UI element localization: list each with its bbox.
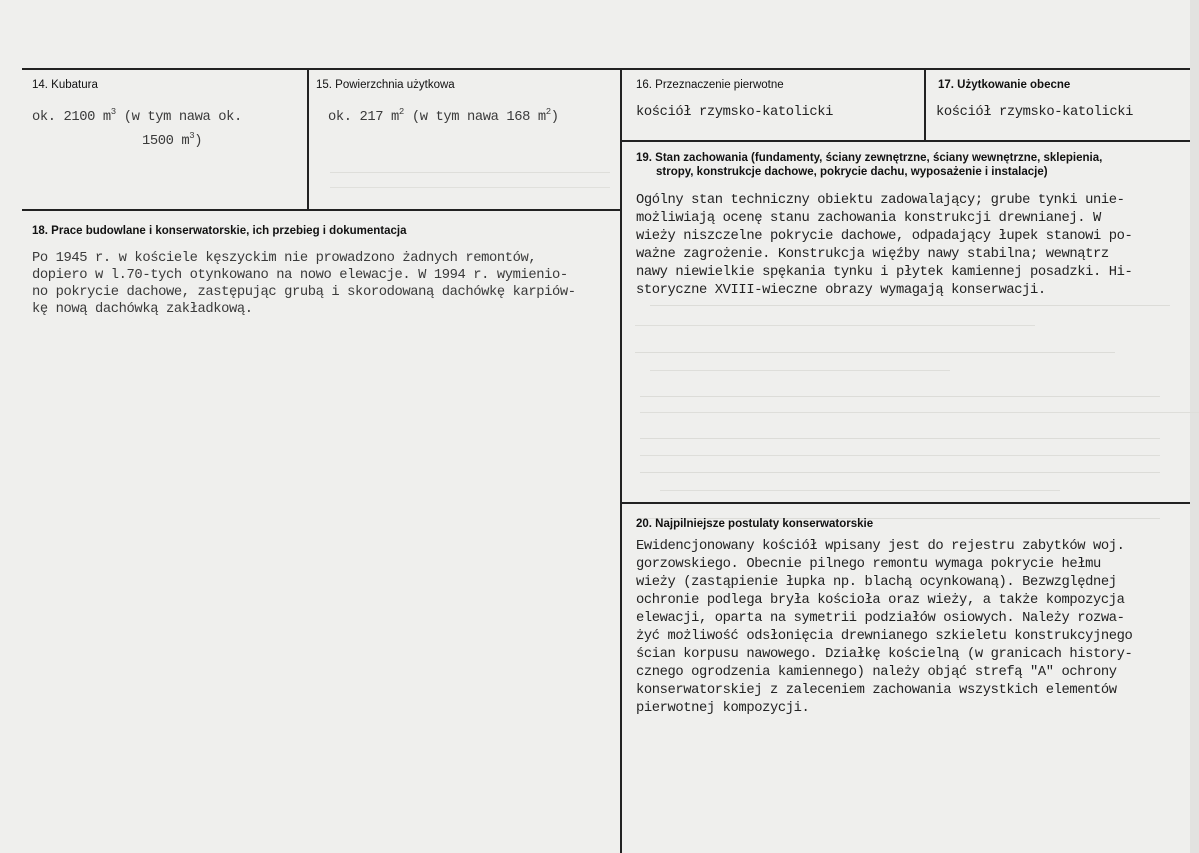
field-14-sup-a: 3 [110,107,116,117]
field-18-line: Po 1945 r. w kościele kęszyckim nie prowadzono żadnych remontów, [32,251,537,266]
field-16-label: 16. Przeznaczenie pierwotne [636,79,784,91]
field-18-line: dopiero w l.70-tych otynkowano na nowo elewacje. W 1994 r. wymienio- [32,268,568,283]
field-20-line: wieży (zastąpienie łupka np. blachą ocynkowaną). Bezwzględnej [636,575,1117,590]
field-18-line: no pokrycie dachowe, zastępując grubą i skorodowaną dachówkę karpiów- [32,285,576,300]
field-19-line: możliwiają ocenę stanu zachowania konstrukcji drewnianej. W [636,211,1101,226]
field-18-label: 18. Prace budowlane i konserwatorskie, ich przebieg i dokumentacja [32,225,407,237]
divider-14-15 [307,68,309,210]
divider-left-right [620,68,622,853]
field-20-line: gorzowskiego. Obecnie pilnego remontu wymaga pokrycie hełmu [636,557,1101,572]
field-17-value: kościół rzymsko-katolicki [936,105,1133,120]
field-14-value-c: 1500 m [142,134,190,149]
field-14-value-a: ok. 2100 m [32,110,111,125]
border-16-19 [620,140,1190,142]
field-15-value-a: ok. 217 m [328,110,399,125]
field-15-value-b: (w tym nawa 168 m [403,110,546,125]
field-14-value-line1 [32,104,242,126]
field-19-line: nawy niewielkie spękania tynku i płytek kamiennej posadzki. Hi- [636,265,1133,280]
field-19-label-line2: stropy, konstrukcje dachowe, pokrycie dachu, wyposażenie i instalacje) [656,166,1048,178]
card-edge [1190,0,1199,853]
field-15-value-c: ) [550,110,559,125]
field-19-line: ważne zagrożenie. Konstrukcja więźby nawy stabilna; wewnątrz [636,247,1109,262]
field-15-sup-a: 2 [398,107,404,117]
field-19-line: storyczne XVIII-wieczne obrazy wymagają konserwacji. [636,283,1046,298]
field-19-line: wieży niszczelne pokrycie dachowe, odpadający łupek stanowi po- [636,229,1133,244]
top-border [22,68,1190,70]
field-20-line: żyć możliwość odsłonięcia drewnianego szkieletu konstrukcyjnego [636,629,1133,644]
field-20-line: elewacji, oparta na symetrii podziałów osiowych. Należy rozwa- [636,611,1125,626]
border-14-18 [22,209,622,211]
field-19-label-line1: 19. Stan zachowania (fundamenty, ściany zewnętrzne, ściany wewnętrzne, sklepienia, [636,152,1103,164]
field-14-value-d: ) [194,134,203,149]
field-14-label: 14. Kubatura [32,79,98,91]
border-19-20 [620,502,1190,504]
field-20-label: 20. Najpilniejsze postulaty konserwatorskie [636,518,874,530]
field-15-value [328,104,559,126]
field-19-line: Ogólny stan techniczny obiektu zadowalający; grube tynki unie- [636,193,1125,208]
field-20-line: ochronie podlega bryła kościoła oraz wieży, a także kompozycja [636,593,1125,608]
field-20-line: Ewidencjonowany kościół wpisany jest do rejestru zabytków woj. [636,539,1125,554]
field-20-line: konserwatorskiej z zaleceniem zachowania wszystkich elementów [636,683,1117,698]
divider-16-17 [924,68,926,141]
field-14-value-b: (w tym nawa ok. [115,110,242,125]
field-18-line: kę nową dachówką zakładkową. [32,302,253,317]
field-15-sup-b: 2 [545,107,551,117]
field-14-sup-b: 3 [189,131,195,141]
field-17-label: 17. Użytkowanie obecne [938,79,1071,91]
field-20-line: ścian korpusu nawowego. Działkę kościelną (w granicach history- [636,647,1133,662]
field-15-label: 15. Powierzchnia użytkowa [316,79,455,91]
field-20-line: cznego ogrodzenia kamiennego) należy objąć strefą "A" ochrony [636,665,1117,680]
field-14-value-line2 [142,128,202,150]
field-16-value: kościół rzymsko-katolicki [636,105,833,120]
field-20-line: pierwotnej kompozycji. [636,701,810,716]
